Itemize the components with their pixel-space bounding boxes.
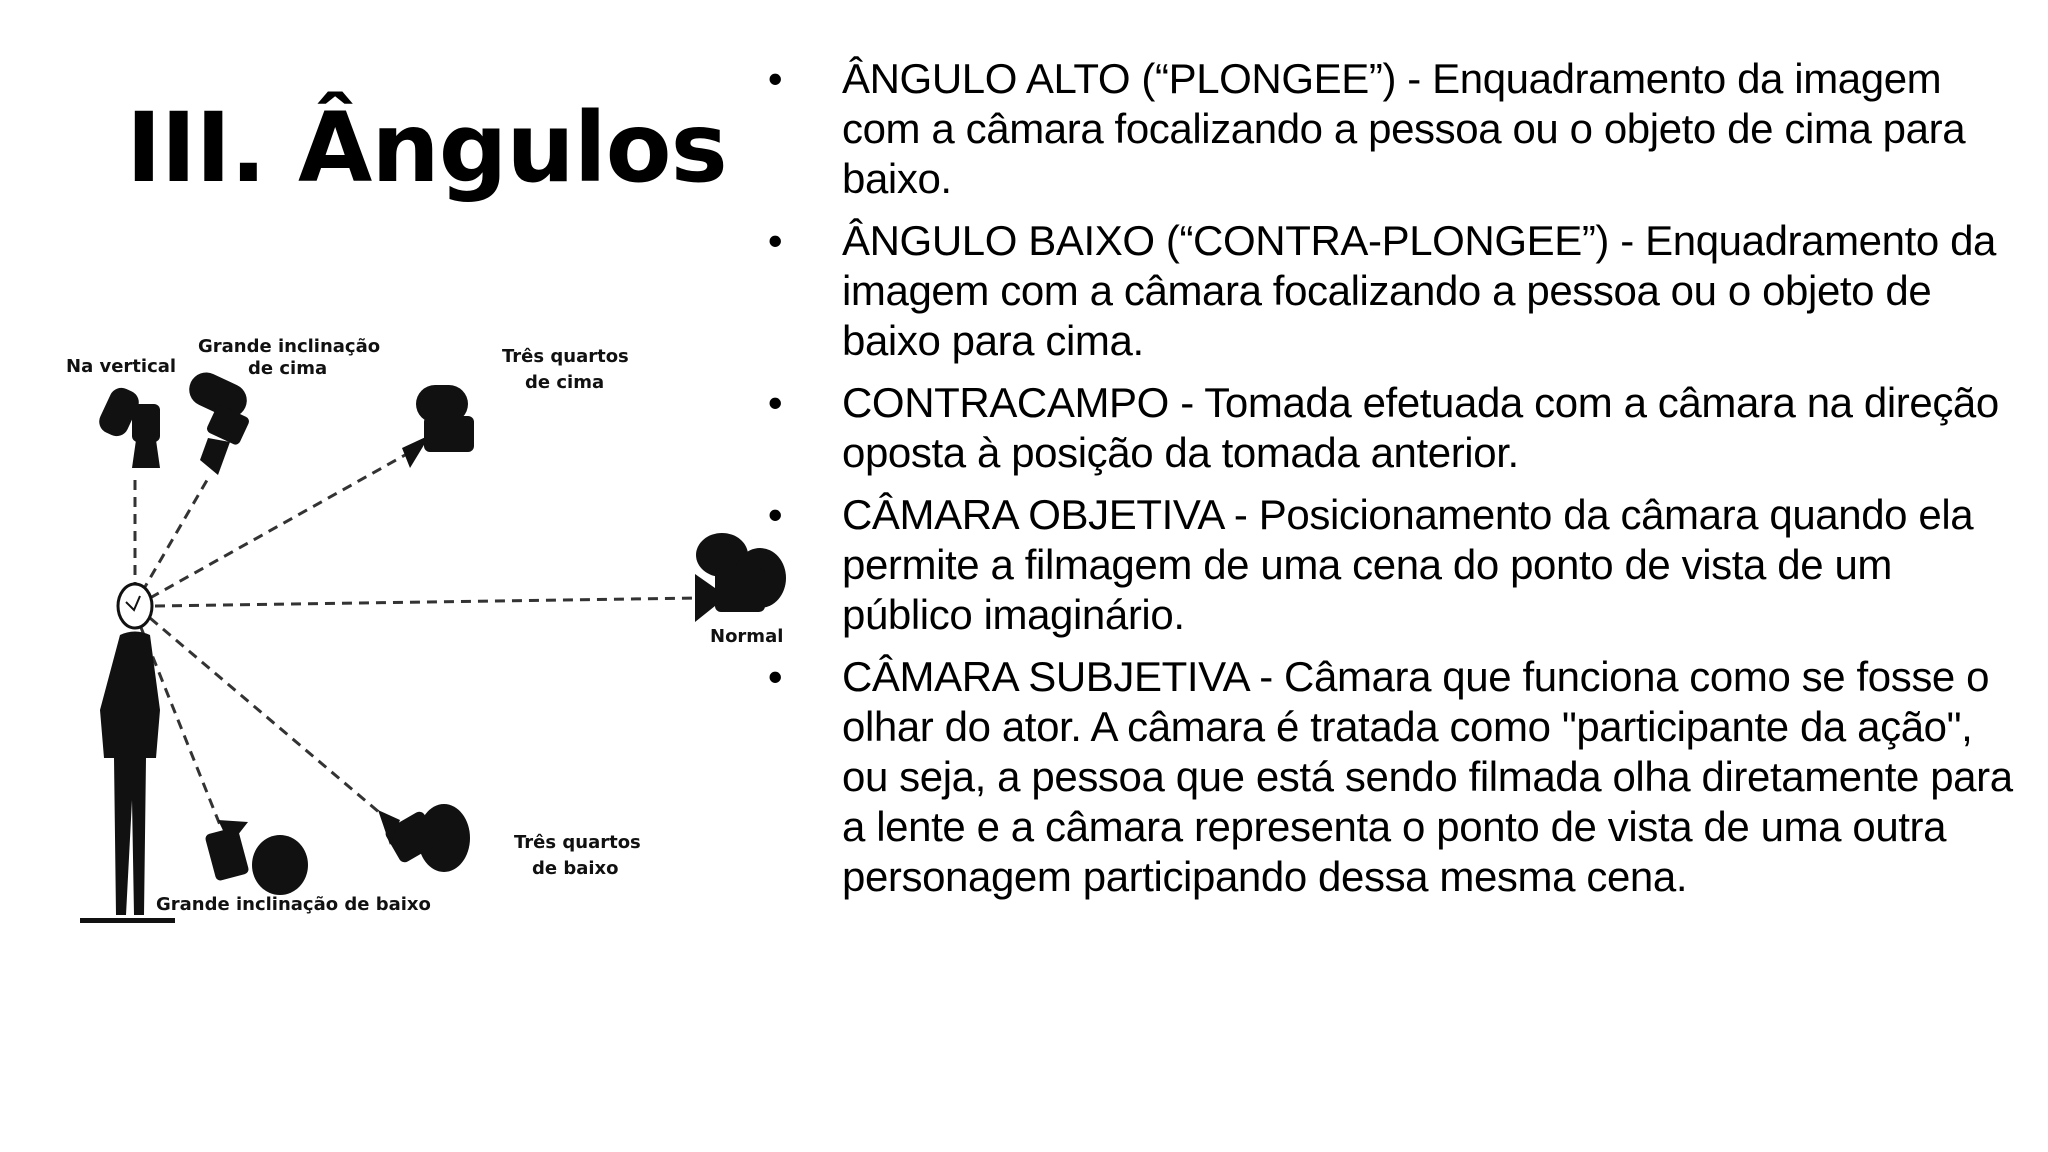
- camera-vertical-icon: [95, 384, 160, 468]
- bullet-text: CÂMARA SUBJETIVA - Câmara que funciona como se fosse o olhar do ator. A câmara é tratada como "participante da ação", ou seja, a pessoa que está sendo filmada olha diretamente para a lente e a câmara representa o ponto de vista de uma outra personagem participando dessa mesma cena.: [842, 653, 2013, 900]
- camera-high-steep-icon: [184, 367, 253, 475]
- bullet-dot-icon: •: [767, 653, 783, 700]
- camera-icons: [95, 367, 786, 895]
- bullet-text: CONTRACAMPO - Tomada efetuada com a câmara na direção oposta à posição da tomada anterior.: [842, 379, 1999, 476]
- bullet-text: ÂNGULO BAIXO (“CONTRA-PLONGEE”) - Enquadramento da imagem com a câmara focalizando a pessoa ou o objeto de baixo para cima.: [842, 217, 1997, 364]
- bullet-item-contracampo: [760, 378, 2020, 478]
- caption-three-quarters-above-line2: de cima: [525, 372, 605, 393]
- bullet-dot-icon: •: [767, 379, 783, 426]
- caption-three-quarters-above-line1: Três quartos: [502, 346, 629, 367]
- camera-low-steep-icon: [204, 820, 308, 895]
- bullet-item-camara-subjetiva: [760, 652, 2020, 902]
- bullet-dot-icon: •: [767, 491, 783, 538]
- camera-angles-diagram: [60, 330, 800, 950]
- caption-normal: Normal: [710, 626, 784, 647]
- bullet-item-angulo-baixo: [760, 216, 2020, 366]
- bullet-text: ÂNGULO ALTO (“PLONGEE”) - Enquadramento da imagem com a câmara focalizando a pessoa ou o objeto de cima para baixo.: [842, 55, 1966, 202]
- caption-three-quarters-below-line1: Três quartos: [514, 832, 641, 853]
- camera-three-quarters-below-icon: [378, 804, 470, 872]
- bullet-list: [760, 54, 2020, 914]
- bullet-item-camara-objetiva: [760, 490, 2020, 640]
- person-figure: [80, 584, 175, 923]
- caption-three-quarters-below-line2: de baixo: [532, 858, 619, 879]
- slide-title: III. Ângulos: [126, 92, 727, 204]
- bullet-text: CÂMARA OBJETIVA - Posicionamento da câmara quando ela permite a filmagem de uma cena do ponto de vista de um público imaginário.: [842, 491, 1974, 638]
- bullet-item-angulo-alto: [760, 54, 2020, 204]
- camera-three-quarters-above-icon: [402, 385, 474, 468]
- caption-high-steep-line2: de cima: [248, 358, 328, 379]
- caption-low-steep: Grande inclinação de baixo: [156, 894, 431, 915]
- caption-high-steep-line1: Grande inclinação: [198, 336, 381, 357]
- bullet-dot-icon: •: [767, 55, 783, 102]
- caption-vertical: Na vertical: [66, 356, 177, 377]
- bullet-dot-icon: •: [767, 217, 783, 264]
- sight-lines: [135, 455, 698, 830]
